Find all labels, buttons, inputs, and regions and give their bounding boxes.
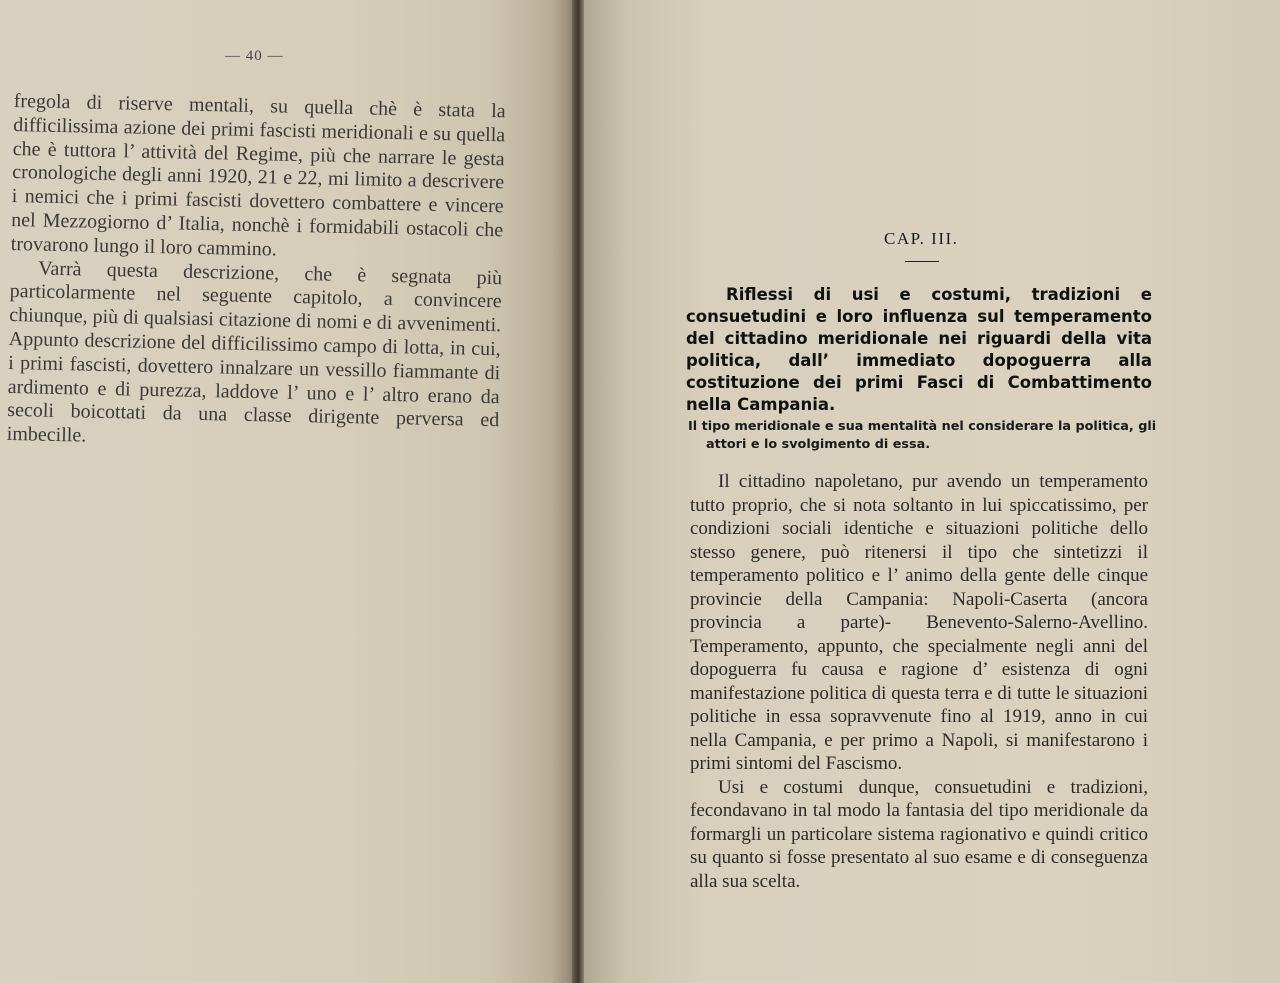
right-paragraph-2: Usi e costumi dunque, consuetudini e tradizioni, fecondavano in tal modo la fantasia del tipo meridionale da formargli un particolare sistema ragionativo e quindi critico su quanto si fosse presentato al suo esame e di conseguenza alla sua scelta.	[690, 776, 1148, 892]
chapter-label: CAP. III.	[884, 229, 959, 248]
left-page	[0, 0, 574, 983]
chapter-title: Riflessi di usi e costumi, tradizioni e consuetudini e loro influenza sul temperamento del cittadino meridionale nei riguardi della vita politica, dall’ immediato dopoguerra alla costituzione dei primi Fasci di Combattimento nella Campania.	[686, 285, 1152, 414]
chapter-divider	[905, 261, 939, 262]
right-page-text	[690, 470, 1148, 893]
left-page-text	[7, 90, 506, 457]
left-paragraph-2: Varrà questa descrizione, che è segnata più particolarmente nel seguente capitolo, a convincere chiunque, più di qualsiasi citazione di nomi e di avvenimenti. Appunto descrizione del difficilissimo campo di lotta, in cui, i primi fascisti, dovettero innalzare un vessillo fiammante di ardimento e di purezza, laddove l’ uno e l’ altro erano da secoli boicottati da una classe dirigente perversa ed imbecille.	[6, 257, 503, 447]
left-paragraph-1: fregola di riserve mentali, su quella chè è stata la difficilissima azione dei primi fascisti meridionali e su quella che è tuttora l’ attività del Regime, più che narrare le gesta cronologiche degli anni 1920, 21 e 22, mi limito a descrivere i nemici che i primi fascisti dovettero combattere e vincere nel Mezzogiorno d’ Italia, nonchè i formidabili ostacoli che trovarono lungo il loro cammino.	[10, 90, 506, 261]
section-subheading: Il tipo meridionale e sua mentalità nel considerare la politica, gli attori e lo svolgimento di essa.	[688, 419, 1157, 452]
right-paragraph-1: Il cittadino napoletano, pur avendo un temperamento tutto proprio, che si nota soltanto in lui spiccatissimo, per condizioni sociali identiche e situazioni politiche dello stesso genere, può ritenersi il tipo che sintetizzi il temperamento politico e l’ animo della gente delle cinque provincie della Campania: Napoli-Caserta (ancora provincia a parte)- Benevento-Salerno-Avellino. Temperamento, appunto, che specialmente negli anni del dopoguerra fu causa e ragione d’ esistenza di ogni manifestazione politica di questa terra e di tutte le situazioni politiche in essa sopravvenute fino al 1919, anno in cui nella Campania, e per primo a Napoli, si manifestarono i primi sintomi del Fascismo.	[690, 471, 1148, 774]
page-number: — 40 —	[225, 48, 284, 64]
